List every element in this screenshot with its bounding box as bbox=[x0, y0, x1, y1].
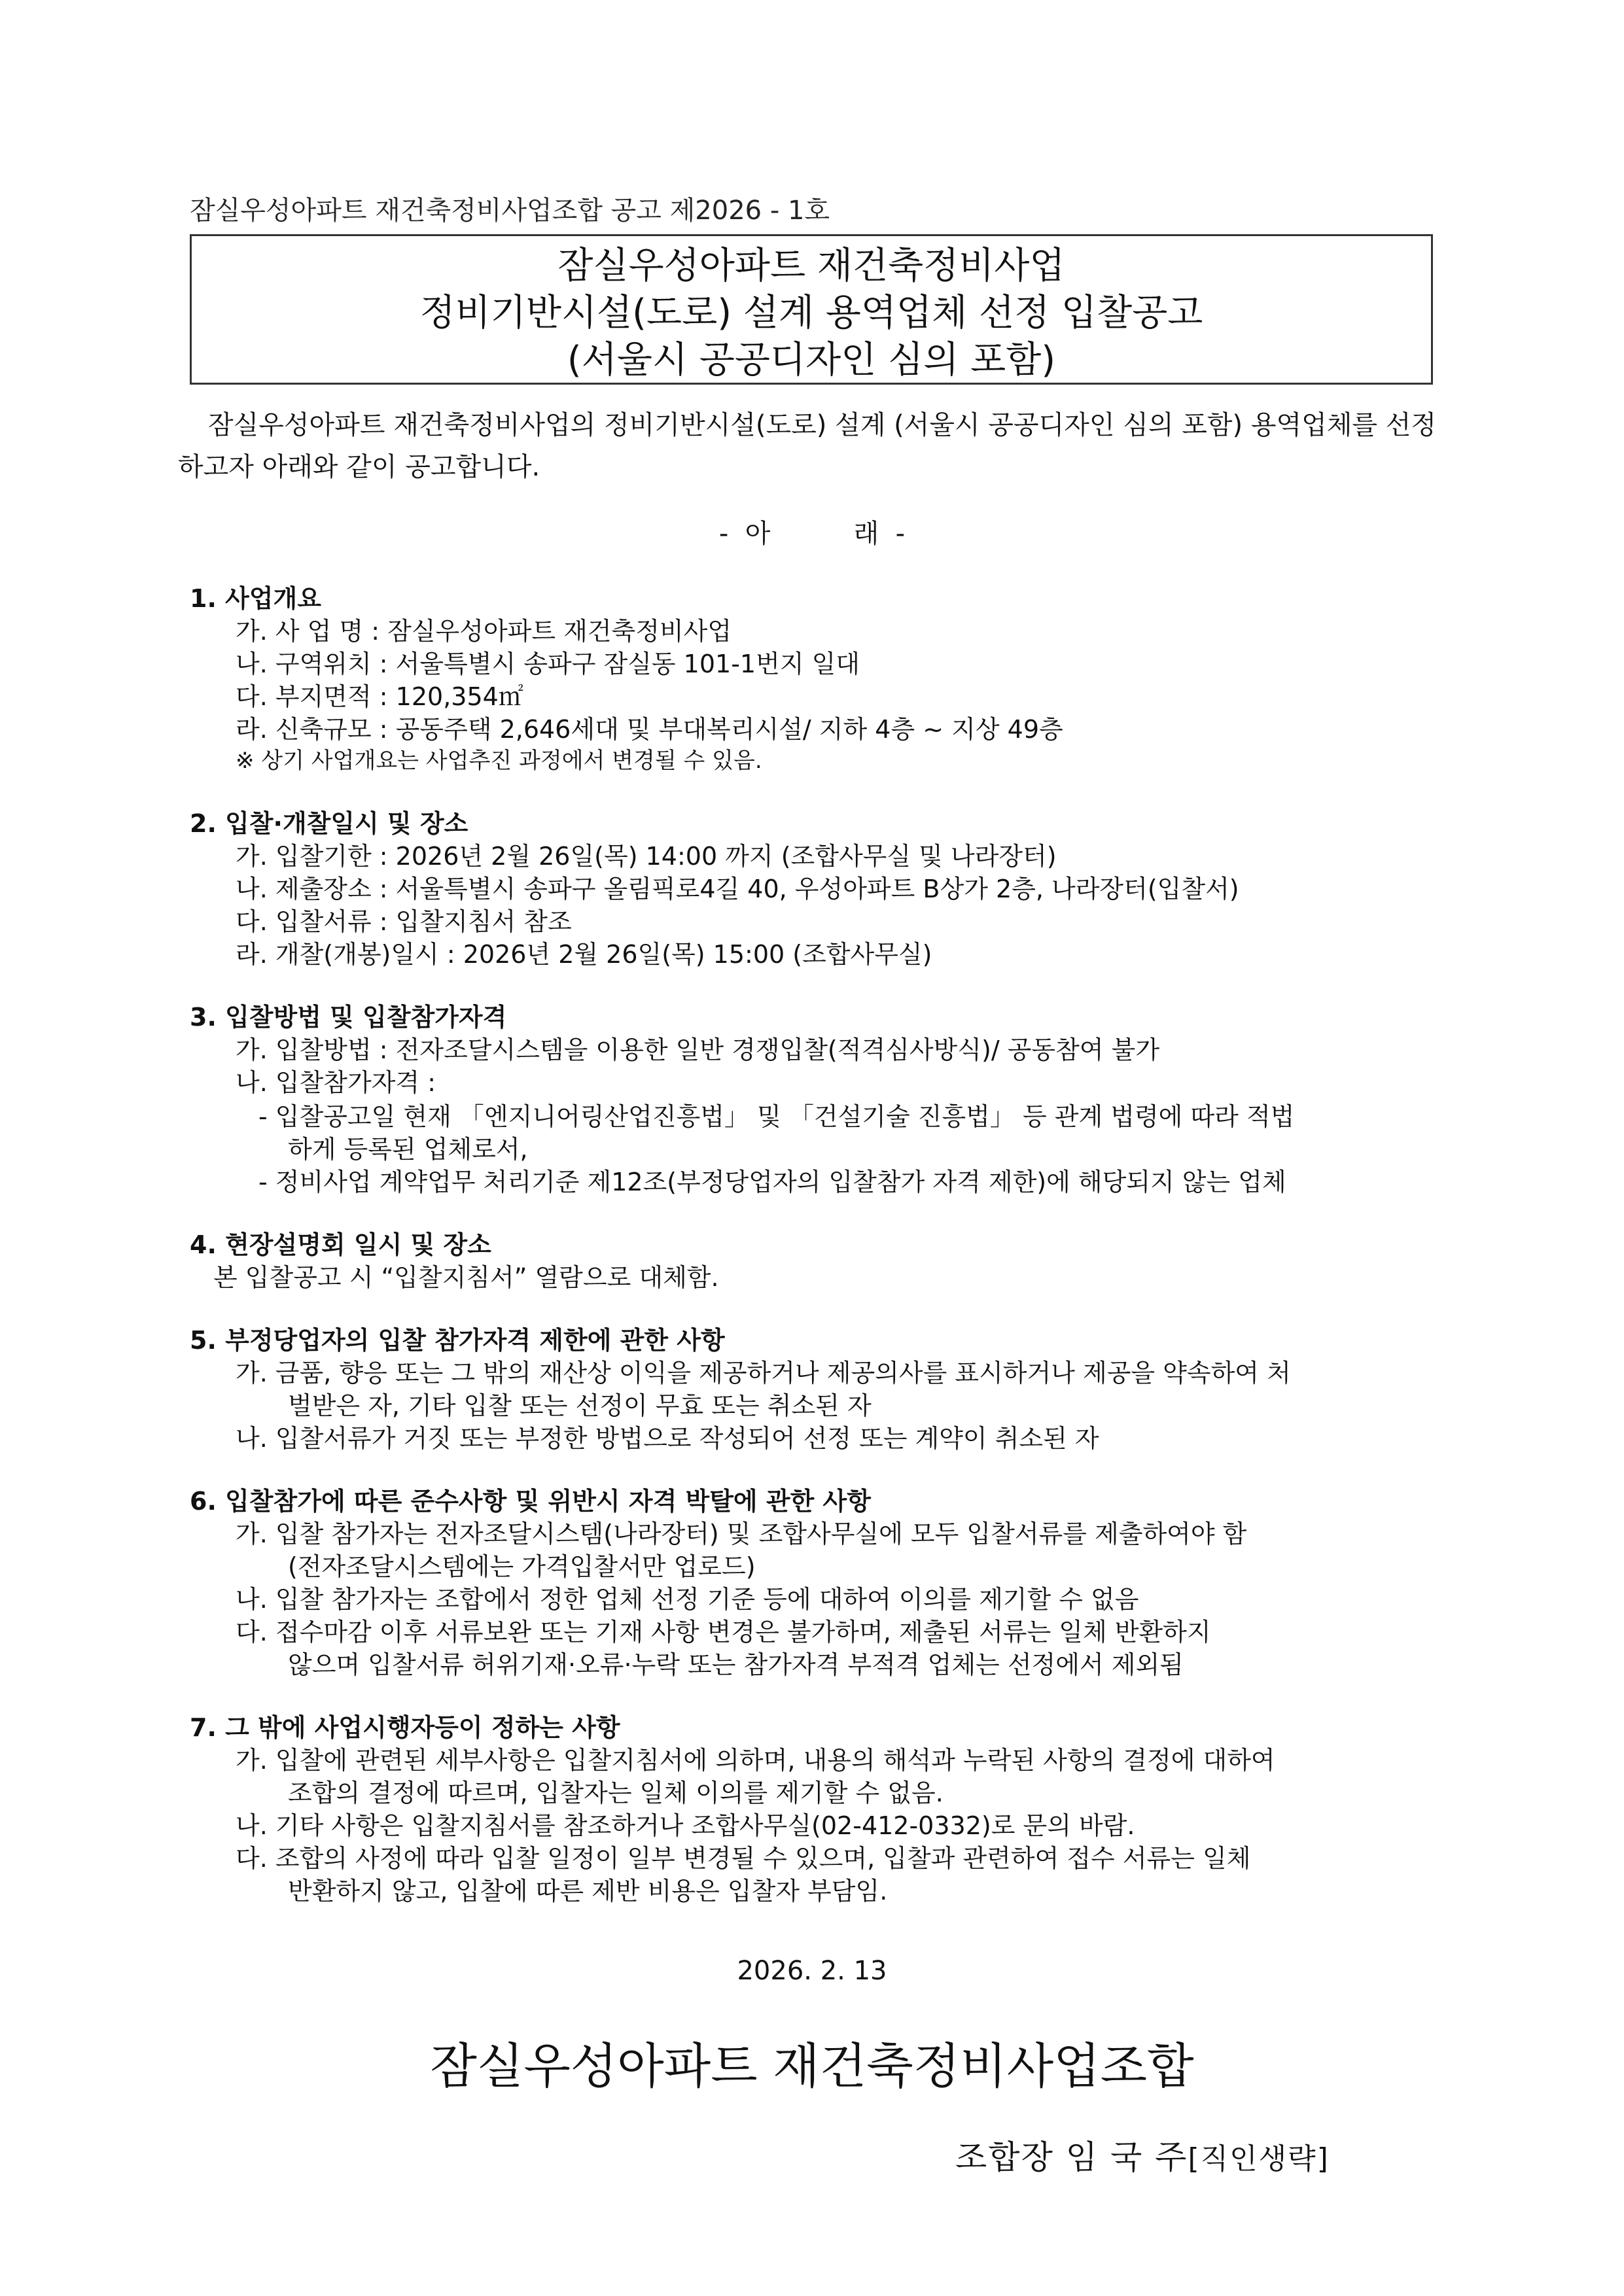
intro-paragraph bbox=[178, 404, 1447, 488]
chairman-line bbox=[955, 2131, 1330, 2178]
section-3-line-4: 하게 등록된 업체로서, bbox=[288, 1135, 528, 1164]
section-4-line-1: 본 입찰공고 시 “입찰지침서” 열람으로 대체함. bbox=[213, 1263, 719, 1292]
seal-note: [직인생략] bbox=[1188, 2142, 1330, 2176]
organization-name: 잠실우성아파트 재건축정비사업조합 bbox=[430, 2038, 1194, 2095]
section-2-line-3: 다. 입찰서류 : 입찰지침서 참조 bbox=[236, 907, 572, 936]
section-6-line-3: 나. 입찰 참가자는 조합에서 정한 업체 선정 기준 등에 대하여 이의를 제기할 수 없음 bbox=[236, 1585, 1139, 1614]
section-1-note: ※ 상기 사업개요는 사업추진 과정에서 변경될 수 있음. bbox=[236, 748, 762, 774]
section-2-line-4: 라. 개찰(개봉)일시 : 2026년 2월 26일(목) 15:00 (조합사무실) bbox=[236, 940, 932, 969]
section-2-heading: 2. 입찰·개찰일시 및 장소 bbox=[190, 809, 468, 838]
section-7-line-3: 나. 기타 사항은 입찰지침서를 참조하거나 조합사무실(02-412-0332)로 문의 바람. bbox=[236, 1811, 1135, 1840]
title-line-2: 정비기반시설(도로) 설계 용역업체 선정 입찰공고 bbox=[419, 292, 1203, 334]
section-3-line-1: 가. 입찰방법 : 전자조달시스템을 이용한 일반 경쟁입찰(적격심사방식)/ 공동참여 불가 bbox=[236, 1035, 1160, 1064]
section-6-heading: 6. 입찰참가에 따른 준수사항 및 위반시 자격 박탈에 관한 사항 bbox=[190, 1487, 871, 1516]
title-box bbox=[190, 234, 1433, 385]
section-5-line-1: 가. 금품, 향응 또는 그 밖의 재산상 이익을 제공하거나 제공의사를 표시하거나 제공을 약속하여 처 bbox=[236, 1359, 1291, 1387]
section-1-heading: 1. 사업개요 bbox=[190, 584, 321, 613]
section-7-line-1: 가. 입찰에 관련된 세부사항은 입찰지침서에 의하며, 내용의 해석과 누락된 사항의 결정에 대하여 bbox=[236, 1746, 1275, 1775]
notice-number: 잠실우성아파트 재건축정비사업조합 공고 제2026 - 1호 bbox=[190, 196, 830, 226]
intro-line-1: 잠실우성아파트 재건축정비사업의 정비기반시설(도로) 설계 (서울시 공공디자인 심의 포함) 용역업체를 선정 bbox=[208, 410, 1437, 440]
section-6-line-2: (전자조달시스템에는 가격입찰서만 업로드) bbox=[288, 1552, 756, 1581]
intro-line-2: 하고자 아래와 같이 공고합니다. bbox=[178, 452, 540, 482]
section-3-heading: 3. 입찰방법 및 입찰참가자격 bbox=[190, 1003, 507, 1032]
section-5-heading: 5. 부정당업자의 입찰 참가자격 제한에 관한 사항 bbox=[190, 1326, 725, 1355]
section-2-line-1: 가. 입찰기한 : 2026년 2월 26일(목) 14:00 까지 (조합사무실 및 나라장터) bbox=[236, 842, 1057, 871]
arae-divider: - 아 래 - bbox=[718, 519, 906, 549]
section-7-line-5: 반환하지 않고, 입찰에 따른 제반 비용은 입찰자 부담임. bbox=[288, 1877, 888, 1905]
section-3-line-5: - 정비사업 계약업무 처리기준 제12조(부정당업자의 입찰참가 자격 제한)에 해당되지 않는 업체 bbox=[258, 1168, 1286, 1196]
section-6-line-4: 다. 접수마감 이후 서류보완 또는 기재 사항 변경은 불가하며, 제출된 서류는 일체 반환하지 bbox=[236, 1618, 1211, 1646]
section-6-line-1: 가. 입찰 참가자는 전자조달시스템(나라장터) 및 조합사무실에 모두 입찰서류를 제출하여야 함 bbox=[236, 1520, 1247, 1548]
section-6-line-5: 않으며 입찰서류 허위기재·오류·누락 또는 참가자격 부적격 업체는 선정에서 제외됨 bbox=[288, 1650, 1184, 1679]
section-5-line-2: 벌받은 자, 기타 입찰 또는 선정이 무효 또는 취소된 자 bbox=[288, 1391, 872, 1420]
title-line-3: (서울시 공공디자인 심의 포함) bbox=[567, 339, 1056, 381]
section-2-line-2: 나. 제출장소 : 서울특별시 송파구 올림픽로4길 40, 우성아파트 B상가 2층, 나라장터(입찰서) bbox=[236, 875, 1239, 903]
section-4-heading: 4. 현장설명회 일시 및 장소 bbox=[190, 1230, 491, 1259]
notice-date: 2026. 2. 13 bbox=[737, 1956, 887, 1986]
section-7-line-2: 조합의 결정에 따르며, 입찰자는 일체 이의를 제기할 수 없음. bbox=[288, 1779, 944, 1807]
section-5-line-3: 나. 입찰서류가 거짓 또는 부정한 방법으로 작성되어 선정 또는 계약이 취소된 자 bbox=[236, 1424, 1099, 1453]
chairman-name: 조합장 임 국 주 bbox=[955, 2138, 1188, 2176]
section-1-line-3: 다. 부지면적 : 120,354㎡ bbox=[236, 682, 523, 711]
section-3-line-3: - 입찰공고일 현재 「엔지니어링산업진흥법」 및 「건설기술 진흥법」 등 관계 법령에 따라 적법 bbox=[258, 1102, 1295, 1131]
title-line-1: 잠실우성아파트 재건축정비사업 bbox=[557, 245, 1065, 287]
section-7-line-4: 다. 조합의 사정에 따라 입찰 일정이 일부 변경될 수 있으며, 입찰과 관련하여 접수 서류는 일체 bbox=[236, 1844, 1251, 1873]
section-1-line-1: 가. 사 업 명 : 잠실우성아파트 재건축정비사업 bbox=[236, 617, 732, 646]
section-1-line-4: 라. 신축규모 : 공동주택 2,646세대 및 부대복리시설/ 지하 4층 ~ 지상 49층 bbox=[236, 715, 1063, 744]
section-3-line-2: 나. 입찰참가자격 : bbox=[236, 1068, 436, 1097]
section-7-heading: 7. 그 밖에 사업시행자등이 정하는 사항 bbox=[190, 1713, 620, 1742]
section-1-line-2: 나. 구역위치 : 서울특별시 송파구 잠실동 101-1번지 일대 bbox=[236, 650, 860, 678]
